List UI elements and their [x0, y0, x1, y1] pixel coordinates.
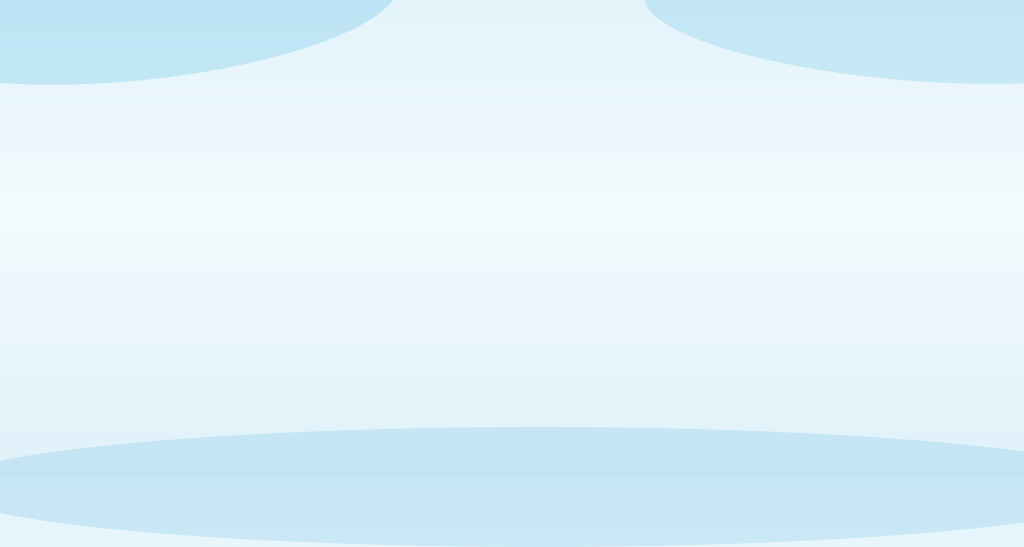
decorative-swoosh-bottom: [0, 427, 1024, 547]
decorative-swoosh-right: [640, 0, 1024, 102]
decorative-swoosh-left: [0, 0, 406, 107]
